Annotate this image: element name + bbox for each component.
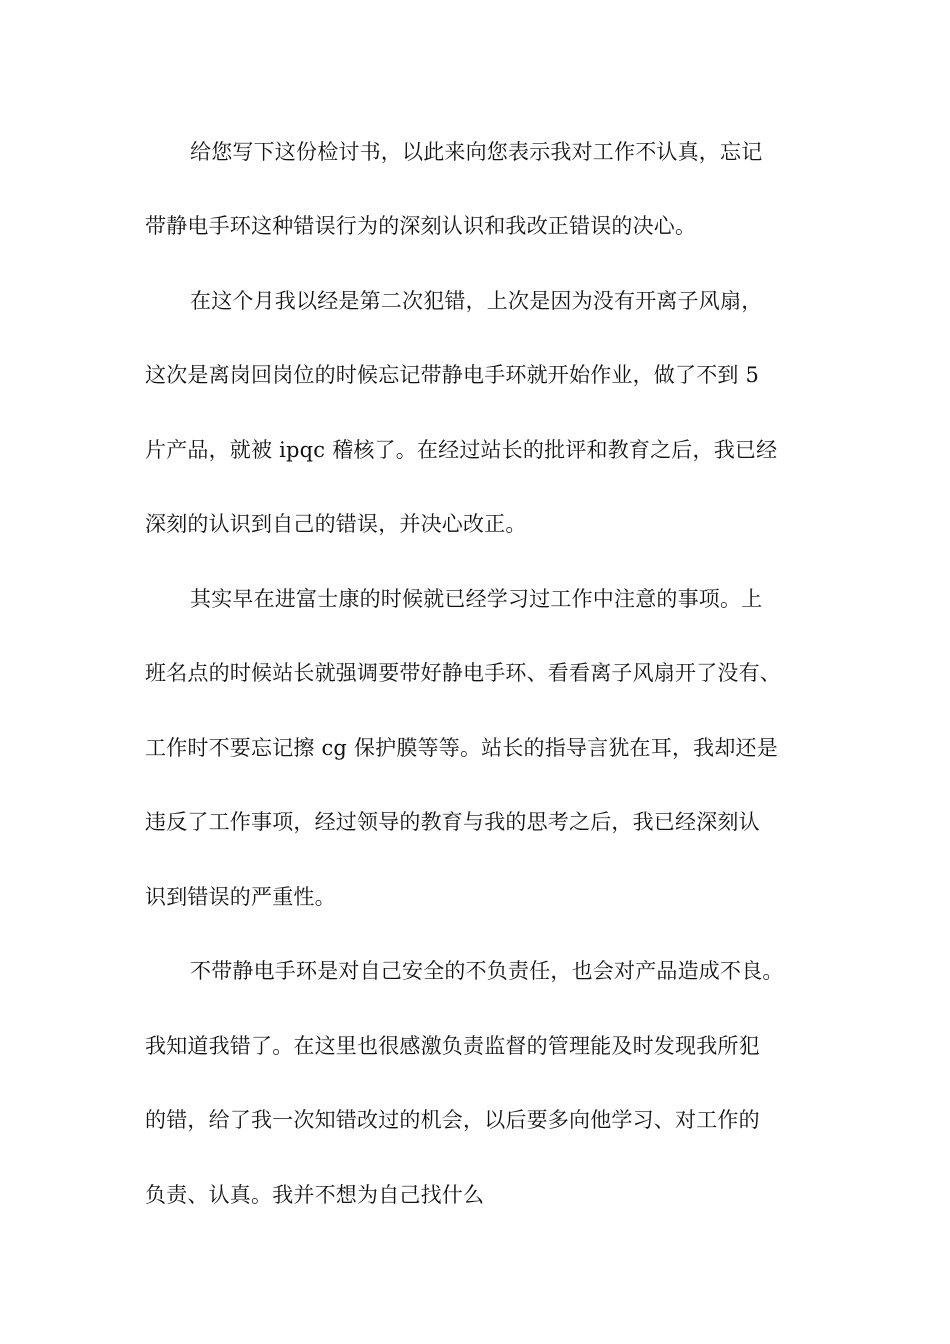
paragraph-line: 不带静电手环是对自己安全的不负责任，也会对产品造成不良。 [190,959,784,983]
paragraph-line: 班名点的时候站长就强调要带好静电手环、看看离子风扇开了没有、 [145,661,781,685]
paragraph-line: 在这个月我以经是第二次犯错，上次是因为没有开离子风扇， [190,289,763,313]
paragraph-line: 工作时不要忘记擦 cg 保护膜等等。站长的指导言犹在耳，我却还是 [145,736,778,760]
paragraph-line: 片产品，就被 ipqc 稽核了。在经过站长的批评和教育之后，我已经 [145,438,778,462]
paragraph-line: 负责、认真。我并不想为自己找什么 [145,1183,485,1207]
paragraph-line: 其实早在进富士康的时候就已经学习过工作中注意的事项。上 [190,587,763,611]
paragraph-line: 给您写下这份检讨书，以此来向您表示我对工作不认真，忘记 [190,140,763,164]
paragraph-line: 这次是离岗回岗位的时候忘记带静电手环就开始作业，做了不到 5 [145,363,760,387]
paragraph-line: 带静电手环这种错误行为的深刻认识和我改正错误的决心。 [145,214,697,238]
paragraph-line: 深刻的认识到自己的错误，并决心改正。 [145,512,527,536]
paragraph-line: 我知道我错了。在这里也很感激负责监督的管理能及时发现我所犯 [145,1034,760,1058]
paragraph-line: 违反了工作事项，经过领导的教育与我的思考之后，我已经深刻认 [145,810,760,834]
paragraph-line: 识到错误的严重性。 [145,885,336,909]
paragraph-line: 的错，给了我一次知错改过的机会，以后要多向他学习、对工作的 [145,1108,760,1132]
